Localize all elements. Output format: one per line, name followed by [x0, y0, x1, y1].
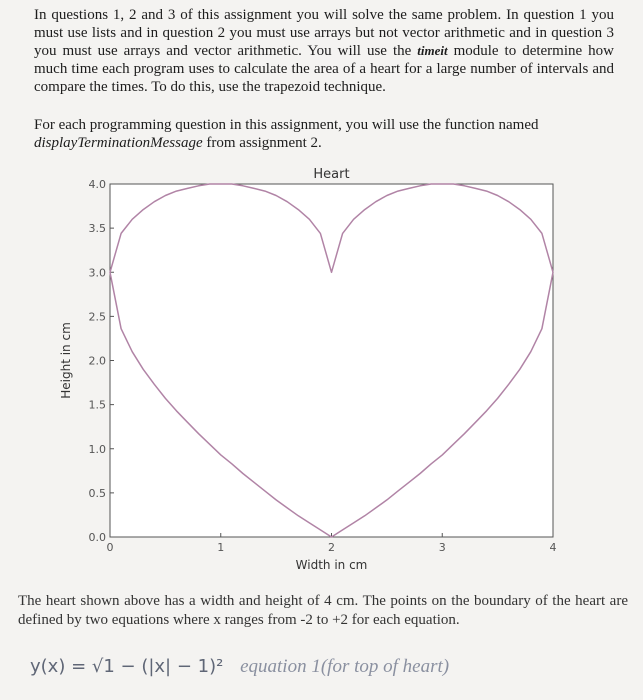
heart-chart — [0, 160, 643, 580]
instructions-text-2: module to determine how much time each program uses to calculate the area of a heart for a large number of intervals and compare the times. To do this, use the trapezoid technique. — [34, 43, 614, 95]
equation-caption: equation 1(for top of heart) — [240, 656, 450, 677]
x-tick-label: 0 — [106, 541, 114, 554]
timeit-module-name: timeit — [417, 43, 448, 58]
paragraph-heart-description: The heart shown above has a width and height of 4 cm. The points on the boundary of the heart are defined by two equations where x ranges from -2 to +2 for each equation. — [18, 593, 628, 628]
x-tick-label: 3 — [438, 541, 446, 554]
function-note-end: from assignment 2. — [202, 135, 322, 151]
x-axis-label: Width in cm — [295, 558, 368, 572]
equation-1 — [30, 656, 630, 678]
x-tick-label: 1 — [217, 541, 225, 554]
y-axis-label: Height in cm — [59, 322, 73, 399]
paragraph-instructions — [34, 6, 614, 96]
x-tick-label: 4 — [549, 541, 557, 554]
function-name: displayTerminationMessage — [34, 135, 203, 151]
heart-chart-svg — [0, 160, 643, 580]
y-tick-label: 4.0 — [88, 178, 106, 191]
y-tick-label: 1.5 — [88, 398, 106, 412]
y-tick-label: 0.0 — [88, 531, 106, 544]
equation-formula: y(x) = √1 − (|x| − 1)² — [30, 656, 224, 677]
y-tick-label: 0.5 — [88, 486, 106, 500]
paragraph-function-note — [34, 116, 614, 152]
plot-frame — [110, 184, 553, 537]
y-tick-label: 1.0 — [88, 442, 106, 456]
instructions-text-1: In questions 1, 2 and 3 of this assignment you will solve the same problem. In question 1 you must use lists and in question 2 you must use arrays but not vector arithmetic and in question 3 you must use arrays and vector arithmetic. You will use the — [34, 7, 614, 59]
y-tick-label: 2.5 — [88, 310, 106, 324]
y-tick-label: 3.5 — [88, 222, 106, 236]
function-note-start: For each programming question in this assignment, you will use the function named — [34, 117, 539, 133]
chart-title: Heart — [313, 167, 350, 182]
x-tick-label: 2 — [328, 541, 335, 554]
y-tick-label: 2.0 — [88, 354, 106, 368]
y-tick-label: 3.0 — [88, 266, 106, 280]
